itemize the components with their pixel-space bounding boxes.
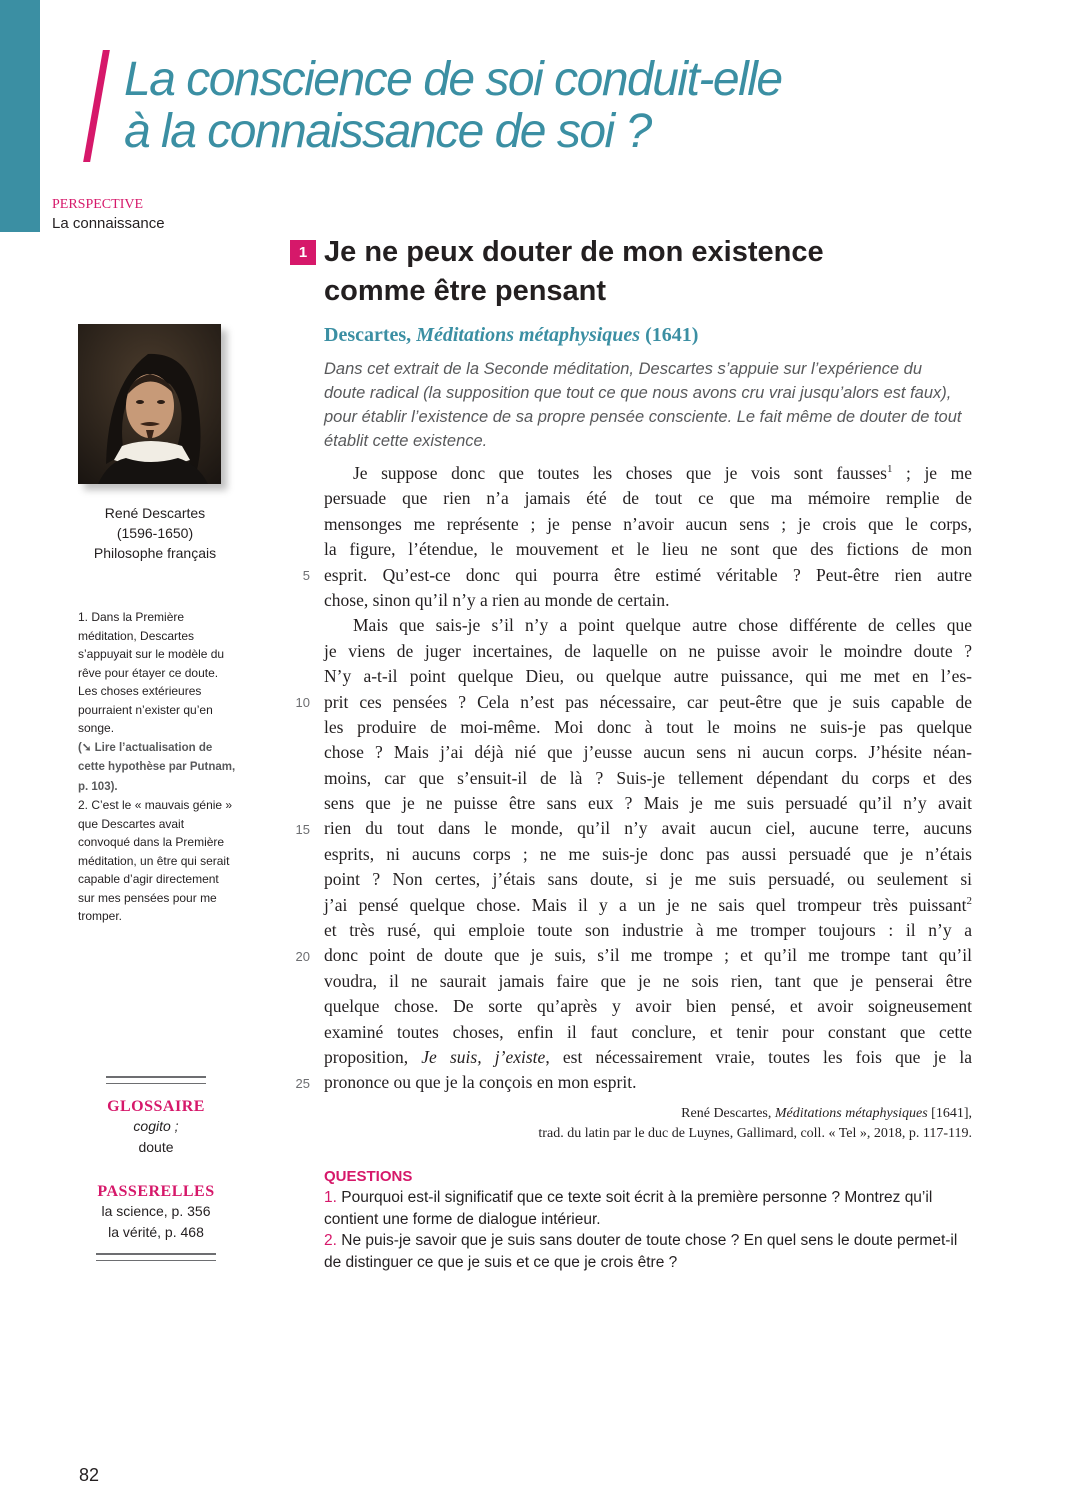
line-number: 10: [295, 694, 310, 710]
document-source: Descartes, Méditations métaphysiques (1641): [324, 324, 699, 346]
text-line: persuade que rien n’a jamais été de tout ce que ma mémoire remplie de: [324, 488, 972, 509]
title-accent-bar: [83, 50, 110, 162]
text-line: chose, sinon qu’il n’y a rien au monde de certain.: [324, 589, 670, 610]
text-line: Je suppose donc que toutes les choses que je vois sont fausses$^1$ ; je me: [353, 463, 973, 483]
passerelle-link[interactable]: la science, p. 356: [101, 1203, 211, 1219]
document-title-line1: Je ne peux douter de mon existence: [324, 236, 824, 268]
question-item: 2. Ne puis-je savoir que je suis sans douter de toute chose ? En quel sens le doute permet-il de distinguer ce que je suis et ce que je crois être ?: [324, 1232, 958, 1271]
citation-line1: René Descartes, Méditations métaphysiques [1641],: [681, 1106, 972, 1121]
glossary-rule: [106, 1076, 206, 1084]
text-line: prononce ou que je la conçois en mon esprit.: [324, 1072, 637, 1093]
glossary-term[interactable]: doute: [138, 1139, 174, 1155]
author-name: René Descartes: [104, 505, 206, 521]
passerelles-rule: [96, 1253, 216, 1261]
text-line: moins, car que s’ensuit-il de là ? Suis-je tellement dépendant du corps et des: [324, 767, 972, 788]
text-line: sens que je ne puisse être sans eux ? Mais je me suis persuadé qu’il n’y avait: [324, 793, 972, 814]
author-dates: (1596-1650): [116, 525, 194, 541]
document-title: [324, 233, 924, 311]
page-title-line2: à la connaissance de soi ?: [124, 105, 651, 158]
author-caption: [70, 503, 240, 563]
glossary-box: [106, 1076, 206, 1158]
author-role: Philosophe français: [93, 545, 217, 561]
document-number-badge: 1: [290, 240, 316, 265]
line-number: 20: [295, 948, 310, 964]
perspective-value: La connaissance: [52, 215, 165, 232]
chapter-tab: [0, 0, 40, 232]
text-line: la figure, l’étendue, le mouvement et le lieu ne sont que des fictions de mon: [324, 539, 972, 560]
passerelles-title: PASSERELLES: [97, 1183, 215, 1200]
text-line: point ? Non certes, j’étais sans doute, si je me suis persuadé, ou seulement si: [324, 869, 972, 890]
document-title-line2: comme être pensant: [324, 275, 607, 307]
page-title-line1: La conscience de soi conduit-elle: [124, 53, 782, 106]
text-line: les produire de moi-même. Moi donc à tout le moins ne suis-je pas quelque: [324, 716, 972, 737]
line-number: 5: [302, 567, 310, 583]
author-portrait: [78, 324, 221, 484]
text-line: esprit. Qu’est-ce donc qui pourra être estimé véritable ? Peut-être rien autre: [324, 564, 972, 585]
text-line: chose ? Mais j’ai déjà nié que j’eusse aucun sens ni aucun corps. J’hésite néan-: [324, 742, 972, 763]
page-number: 82: [79, 1465, 100, 1485]
footnote-1-reference[interactable]: (➘ Lire l’actualisation de cette hypothèse par Putnam, p. 103).: [78, 741, 236, 793]
text-line: donc point de doute que je suis, s’il me trompe ; et qu’il me trompe tant qu’il: [324, 945, 972, 966]
citation: [324, 1104, 972, 1144]
perspective-block: [52, 196, 165, 234]
text-line: Mais que sais-je s’il n’y a point quelque autre chose différente de celles que: [353, 615, 972, 636]
text-line: quelque chose. De sorte qu’après y avoir bien pensé, et avoir soigneusement: [324, 996, 972, 1017]
line-number: 15: [295, 821, 310, 837]
text-line: je viens de juger incertaines, de laquelle on ne puisse avoir le moindre doute ?: [324, 640, 972, 661]
main-text: [324, 461, 972, 1096]
page-title: [124, 54, 1024, 158]
perspective-label: PERSPECTIVE: [52, 197, 144, 212]
text-line: examiné toutes choses, enfin il faut conclure, et tenir pour constant que cette: [324, 1021, 972, 1042]
questions-heading: QUESTIONS: [324, 1168, 413, 1185]
footnote-2: 2. C’est le « mauvais génie » que Descartes avait convoqué dans la Première méditation, un être qui serait capable d’agir directement sur mes pensées pour me tromper.: [78, 798, 233, 923]
document-intro: Dans cet extrait de la Seconde méditation, Descartes s’appuie sur l’expérience du doute radical (la supposition que tout ce que nous avons cru vrai jusqu’alors est faux), pour établir l’existence de sa propre pensée consciente. Le fait même de douter de tout établit cette existence.: [324, 360, 962, 450]
footnote-1: 1. Dans la Première méditation, Descartes s’appuyait sur le modèle du rêve pour étayer ce doute. Les choses extérieures pourraient n’exister qu’en songe. (➘ Lire l’actualisation de cette hypothèse par Putnam, p. 103).: [78, 610, 236, 793]
questions-block: [324, 1167, 964, 1273]
passerelle-link[interactable]: la vérité, p. 468: [108, 1224, 204, 1240]
text-line: rien du tout dans le monde, qu’il n’y avait aucun ciel, aucune terre, aucuns: [324, 818, 972, 839]
glossary-title: GLOSSAIRE: [107, 1098, 205, 1115]
line-number: 25: [295, 1075, 310, 1091]
glossary-term[interactable]: cogito ;: [133, 1118, 179, 1134]
text-line: voudra, il ne saurait jamais faire que je ne sois rien, tant que je penserai être: [324, 970, 972, 991]
passerelles-box: [96, 1175, 216, 1261]
text-line: mensonges me représente ; je pense n’avoir aucun sens ; je crois que le corps,: [324, 513, 972, 534]
text-line: esprits, ni aucuns corps ; ne me suis-je donc pas aussi persuadé que je n’étais: [324, 843, 972, 864]
text-line: proposition, Je suis, j’existe, est nécessairement vraie, toutes les fois que je la: [324, 1046, 972, 1067]
text-line: prit ces pensées ? Cela n’est pas nécessaire, car peut-être que je suis capable de: [324, 691, 972, 712]
text-line: j’ai pensé quelque chose. Mais il y a un je ne sais quel trompeur très puissant$^2$: [324, 894, 972, 915]
text-line: et très rusé, qui emploie toute son industrie à me tromper toujours : il n’y a: [324, 920, 972, 941]
citation-line2: trad. du latin par le duc de Luynes, Gallimard, coll. « Tel », 2018, p. 117-119.: [538, 1126, 972, 1141]
source-work: Méditations métaphysiques: [416, 324, 641, 346]
text-line: N’y a-t-il point quelque Dieu, ou quelque autre puissance, qui me met en l’es-: [324, 666, 972, 687]
descartes-portrait-image: [78, 324, 221, 484]
footnotes: [78, 608, 238, 926]
question-item: 1. Pourquoi est-il significatif que ce texte soit écrit à la première personne ? Montrez qu’il contient une forme de dialogue intérieur.: [324, 1189, 933, 1228]
